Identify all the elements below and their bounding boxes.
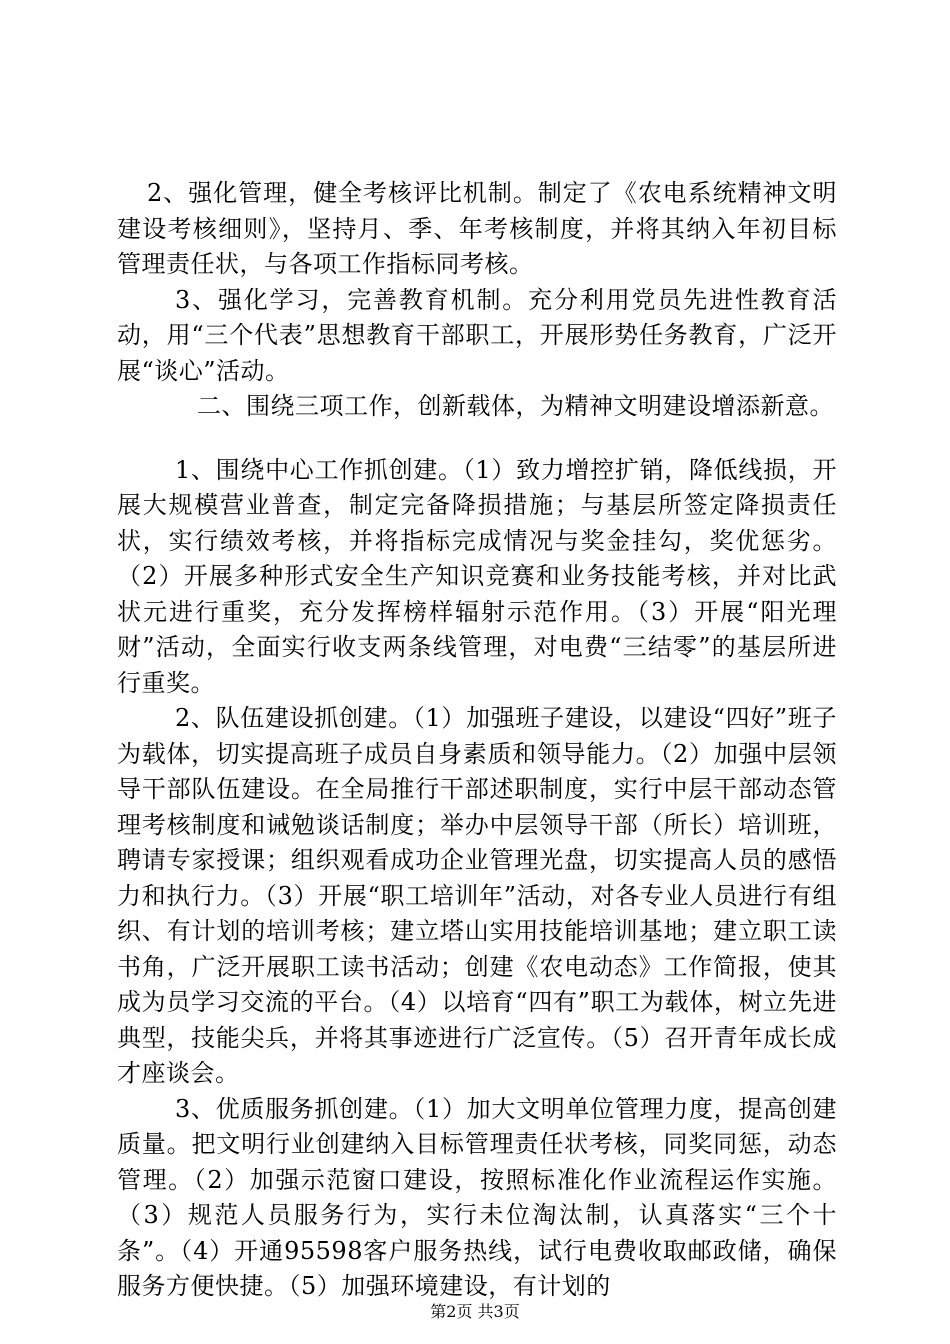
paragraph-quality-service: 3、优质服务抓创建。（1）加大文明单位管理力度，提高创建质量。把文明行业创建纳入目标管理责任状考核，同奖同惩，动态管理。（2）加强示范窗口建设，按照标准化作业流程运作实施。（3）规范人员服务行为，实行未位淘汰制，认真落实“三个十条”。（4）开通95598客户服务热线，试行电费收取邮政储，确保服务方便快捷。（5）加强环境建设，有计划的 [117, 1094, 837, 1300]
paragraph-education-mechanism: 3、强化学习，完善教育机制。充分利用党员先进性教育活动，用“三个代表”思想教育干部职工，开展形势任务教育，广泛开展“谈心”活动。 [117, 285, 837, 385]
paragraph-team-building: 2、队伍建设抓创建。（1）加强班子建设，以建设“四好”班子为载体，切实提高班子成员自身素质和领导能力。（2）加强中层领导干部队伍建设。在全局推行干部述职制度，实行中层干部动态管理考核制度和诫勉谈话制度；举办中层领导干部（所长）培训班，聘请专家授课；组织观看成功企业管理光盘，切实提高人员的感悟力和执行力。（3）开展“职工培训年”活动，对各专业人员进行有组织、有计划的培训考核；建立塔山实用技能培训基地；建立职工读书角，广泛开展职工读书活动；创建《农电动态》工作简报，使其成为员学习交流的平台。（4）以培育“四有”职工为载体，树立先进典型，技能尖兵，并将其事迹进行广泛宣传。（5）召开青年成长成才座谈会。 [117, 704, 837, 1087]
paragraph-core-work: 1、围绕中心工作抓创建。（1）致力增控扩销，降低线损，开展大规模营业普查，制定完备降损措施；与基层所签定降损责任状，实行绩效考核，并将指标完成情况与奖金挂勾，奖优惩劣。（2）开展多种形式安全生产知识竞赛和业务技能考核，并对比武状元进行重奖，充分发挥榜样辐射示范作用。（3）开展“阳光理财”活动，全面实行收支两条线管理，对电费“三结零”的基层所进行重奖。 [117, 455, 837, 697]
paragraph-assessment-mechanism: 2、强化管理，健全考核评比机制。制定了《农电系统精神文明建设考核细则》，坚持月、季、年考核制度，并将其纳入年初目标管理责任状，与各项工作指标同考核。 [117, 179, 837, 278]
document-body [117, 176, 837, 1305]
page-footer: 第2页 共3页 [430, 1302, 520, 1321]
section-heading-three-tasks: 二、围绕三项工作，创新载体，为精神文明建设增添新意。 [197, 392, 834, 420]
